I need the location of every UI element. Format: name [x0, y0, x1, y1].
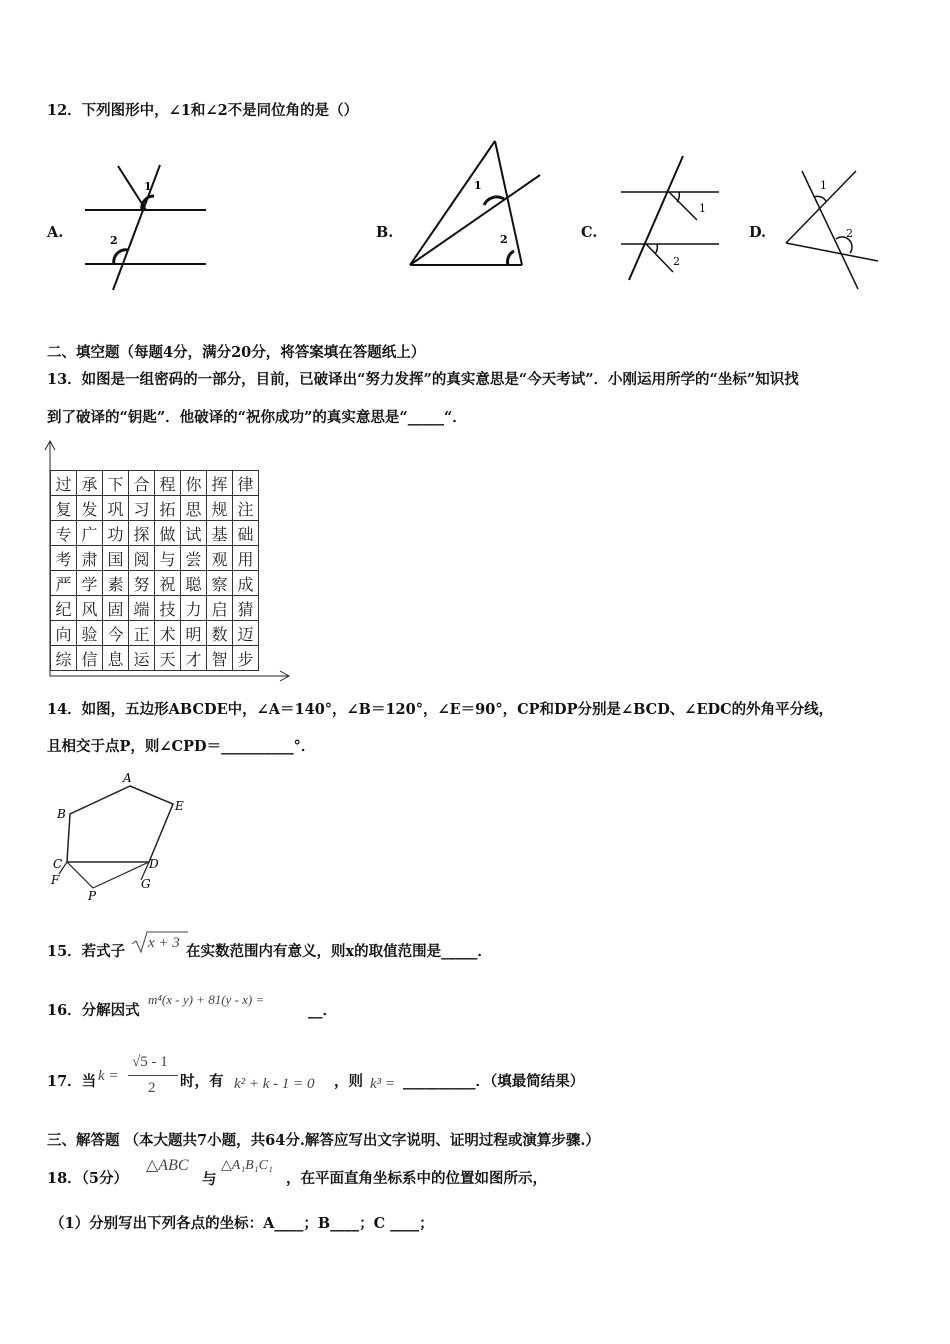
grid-cell: 巩	[103, 496, 129, 521]
grid-cell: 明	[181, 621, 207, 646]
grid-cell: 启	[207, 596, 233, 621]
grid-cell: 规	[207, 496, 233, 521]
grid-cell: 聪	[181, 571, 207, 596]
grid-row	[51, 521, 259, 546]
grid-cell: 努	[129, 571, 155, 596]
q16-expression: m⁴(x - y) + 81(y - x) =	[148, 992, 265, 1007]
grid-cell: 察	[207, 571, 233, 596]
q14-pentagon-figure	[45, 770, 205, 905]
grid-cell: 程	[155, 471, 181, 496]
grid-cell: 注	[233, 496, 259, 521]
q18-prefix: 18．（5分）	[47, 1170, 129, 1187]
q12-option-b-label: B.	[376, 224, 394, 241]
grid-cell: 挥	[207, 471, 233, 496]
grid-cell: 发	[77, 496, 103, 521]
grid-cell: 与	[155, 546, 181, 571]
grid-cell: 做	[155, 521, 181, 546]
q12-option-a-label: A.	[47, 224, 64, 241]
grid-cell: 基	[207, 521, 233, 546]
grid-cell: 承	[77, 471, 103, 496]
grid-cell: 固	[103, 596, 129, 621]
q13-line2: 到了破译的“钥匙”．他破译的“祝你成功”的真实意思是“_____“．	[47, 409, 467, 426]
section3-heading: 三、解答题 （本大题共7小题，共64分.解答应写出文字说明、证明过程或演算步骤.）	[47, 1132, 600, 1149]
grid-cell: 正	[129, 621, 155, 646]
q12-c-angle-2: 2	[673, 255, 680, 268]
grid-cell: 考	[51, 546, 77, 571]
grid-cell: 复	[51, 496, 77, 521]
q13-cipher-grid	[50, 470, 259, 671]
q12-b-angle-2: 2	[500, 233, 508, 246]
grid-cell: 综	[51, 646, 77, 671]
q17-suffix: __________．（填最简结果）	[403, 1073, 585, 1090]
grid-cell: 用	[233, 546, 259, 571]
grid-cell: 肃	[77, 546, 103, 571]
q14-line1: 14．如图，五边形ABCDE中，∠A＝140°，∠B＝120°，∠E＝90°，CP和DP分别是∠BCD、∠EDC的外角平分线，	[47, 701, 834, 718]
grid-cell: 素	[103, 571, 129, 596]
grid-cell: 学	[77, 571, 103, 596]
grid-cell: 术	[155, 621, 181, 646]
q12-option-d-label: D.	[749, 224, 767, 241]
grid-cell: 验	[77, 621, 103, 646]
q17-equation: k² + k - 1 = 0	[234, 1076, 315, 1092]
grid-cell: 国	[103, 546, 129, 571]
q12-b-angle-1: 1	[474, 179, 482, 192]
grid-cell: 律	[233, 471, 259, 496]
grid-cell: 习	[129, 496, 155, 521]
q12-option-c-label: C.	[581, 224, 598, 241]
grid-row	[51, 496, 259, 521]
grid-cell: 息	[103, 646, 129, 671]
q12-figure-c	[615, 150, 725, 285]
q12-a-angle-2: 2	[110, 234, 118, 247]
q12-figure-b	[400, 135, 550, 275]
q17-denominator: 2	[148, 1080, 156, 1096]
grid-cell: 纪	[51, 596, 77, 621]
q12-stem: 12．下列图形中，∠1和∠2不是同位角的是（）	[47, 102, 359, 119]
grid-cell: 力	[181, 596, 207, 621]
grid-cell: 下	[103, 471, 129, 496]
q14-point-d: D	[149, 857, 159, 871]
q13-line1: 13．如图是一组密码的一部分，目前，已破译出“努力发挥”的真实意思是“今天考试”．小刚运用所学的“坐标”知识找	[47, 371, 799, 388]
q14-line2: 且相交于点P，则∠CPD＝__________°．	[47, 738, 316, 755]
grid-cell: 严	[51, 571, 77, 596]
q17-k-equals: k =	[98, 1068, 119, 1084]
grid-cell: 智	[207, 646, 233, 671]
grid-cell: 才	[181, 646, 207, 671]
q17-fraction-bar	[128, 1075, 178, 1076]
q14-point-f: F	[51, 873, 60, 887]
section2-heading: 二、填空题（每题4分，满分20分，将答案填在答题纸上）	[47, 344, 426, 361]
grid-cell: 数	[207, 621, 233, 646]
q14-point-p: P	[88, 889, 97, 903]
q17-mid: 时，有	[180, 1073, 224, 1090]
grid-row	[51, 571, 259, 596]
grid-cell: 础	[233, 521, 259, 546]
grid-row	[51, 621, 259, 646]
q12-c-angle-1: 1	[699, 202, 706, 215]
grid-cell: 迈	[233, 621, 259, 646]
q14-point-g: G	[141, 877, 151, 891]
grid-cell: 信	[77, 646, 103, 671]
q15-suffix: 在实数范围内有意义，则x的取值范围是_____．	[186, 943, 492, 960]
q18-triangle-a1b1c1: △A₁B₁C₁	[221, 1158, 273, 1173]
grid-cell: 阅	[129, 546, 155, 571]
grid-cell: 今	[103, 621, 129, 646]
q17-then: ，则	[334, 1073, 363, 1090]
q16-prefix: 16．分解因式	[47, 1002, 140, 1019]
grid-cell: 广	[77, 521, 103, 546]
grid-cell: 向	[51, 621, 77, 646]
grid-cell: 猜	[233, 596, 259, 621]
grid-row	[51, 646, 259, 671]
grid-cell: 功	[103, 521, 129, 546]
q14-point-b: B	[57, 807, 66, 821]
grid-cell: 你	[181, 471, 207, 496]
q12-figure-a	[80, 160, 210, 295]
q17-k-cube: k³ =	[370, 1076, 396, 1092]
grid-cell: 步	[233, 646, 259, 671]
grid-row	[51, 596, 259, 621]
grid-cell: 运	[129, 646, 155, 671]
q15-radicand: x + 3	[148, 935, 180, 951]
q12-d-angle-1: 1	[820, 179, 827, 192]
grid-cell: 风	[77, 596, 103, 621]
grid-cell: 成	[233, 571, 259, 596]
q16-suffix: __．	[308, 1002, 337, 1019]
q14-point-e: E	[175, 799, 184, 813]
grid-cell: 端	[129, 596, 155, 621]
q14-point-c: C	[53, 857, 63, 871]
grid-cell: 思	[181, 496, 207, 521]
q14-point-a: A	[123, 771, 132, 785]
grid-cell: 探	[129, 521, 155, 546]
grid-row	[51, 546, 259, 571]
q18-with: 与	[202, 1171, 217, 1188]
grid-cell: 拓	[155, 496, 181, 521]
q15-prefix: 15．若式子	[47, 943, 126, 960]
grid-cell: 专	[51, 521, 77, 546]
q12-figure-d	[780, 165, 885, 293]
q17-numerator: √5 - 1	[132, 1054, 168, 1070]
q18-suffix: ，在平面直角坐标系中的位置如图所示，	[286, 1170, 547, 1187]
q18-part1: （1）分别写出下列各点的坐标：A____；B____；C ____；	[50, 1215, 434, 1232]
q12-a-angle-1: 1	[144, 180, 152, 193]
grid-cell: 过	[51, 471, 77, 496]
grid-cell: 天	[155, 646, 181, 671]
grid-cell: 观	[207, 546, 233, 571]
q18-triangle-abc: △ABC	[146, 1157, 189, 1174]
grid-cell: 试	[181, 521, 207, 546]
q17-prefix: 17．当	[47, 1073, 97, 1090]
q12-d-angle-2: 2	[846, 227, 853, 240]
grid-cell: 技	[155, 596, 181, 621]
grid-cell: 祝	[155, 571, 181, 596]
grid-cell: 尝	[181, 546, 207, 571]
grid-row	[51, 471, 259, 496]
grid-cell: 合	[129, 471, 155, 496]
